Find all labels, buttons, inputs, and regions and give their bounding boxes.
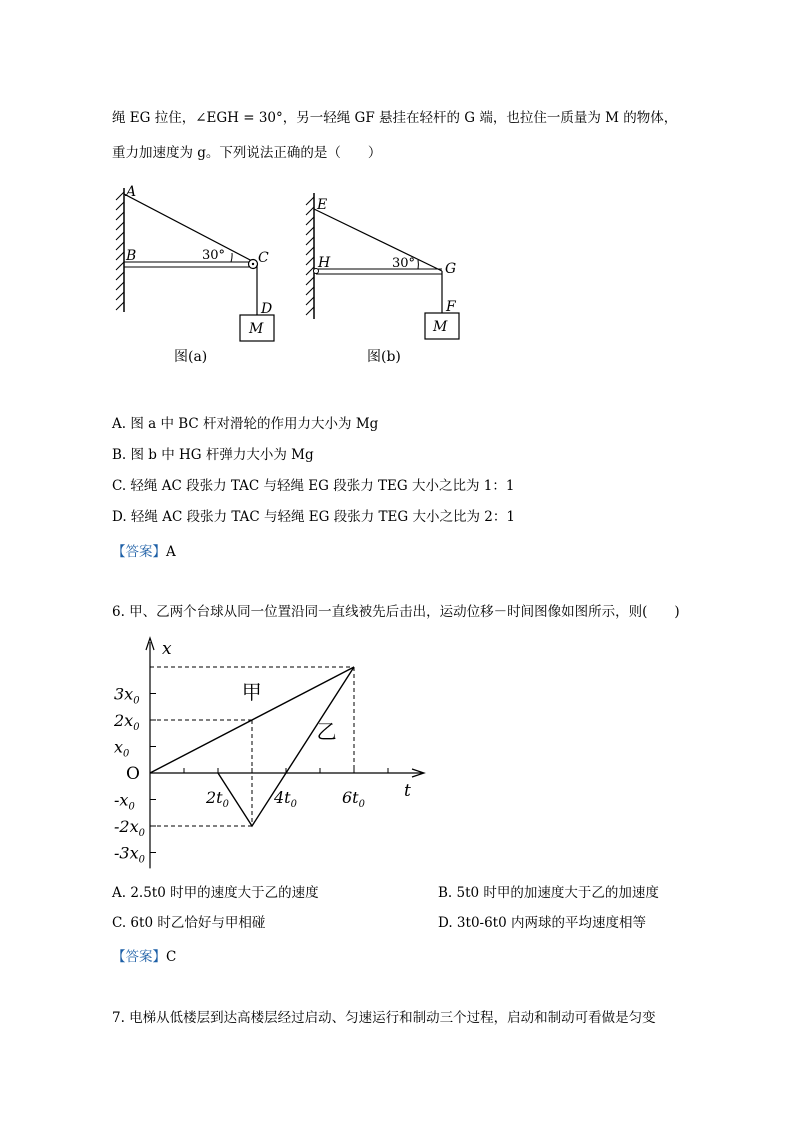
fig-a-label-B: B <box>126 248 137 264</box>
y-tick-label: $-2x_0$ <box>114 817 145 839</box>
series-label-jia: 甲 <box>241 679 262 704</box>
q5-option-b: B. 图 b 中 HG 杆弹力大小为 Mg <box>112 447 314 463</box>
x-axis-label: x <box>162 639 172 659</box>
y-tick-label: $2x_0$ <box>114 711 140 733</box>
fig-a-mass-label: M <box>249 321 264 337</box>
q5-answer <box>112 540 176 560</box>
q5-stem-line2: 重力加速度为 g。下列说法正确的是（ ） <box>112 145 382 161</box>
q5-stem-line1: 绳 EG 拉住，∠EGH = 30°，另一轻绳 GF 悬挂在轻杆的 G 端，也拉住一质量为 M 的物体， <box>112 110 678 126</box>
fig-b-caption: 图(b) <box>367 349 401 365</box>
series-label-yi: 乙 <box>316 719 337 744</box>
origin-label: O <box>126 764 140 784</box>
q6-option-a: A. 2.5t0 时甲的速度大于乙的速度 <box>112 885 319 901</box>
t-tick-label: $2t_0$ <box>206 788 229 810</box>
q7-stem: 7. 电梯从低楼层到达高楼层经过启动、匀速运行和制动三个过程，启动和制动可看做是匀变 <box>112 1010 656 1026</box>
fig-b-label-H: H <box>318 255 331 271</box>
fig-a-label-C: C <box>258 250 269 266</box>
q6-answer-label: 【答案】 <box>112 949 166 965</box>
q6-answer <box>112 945 176 965</box>
t-tick-label: $6t_0$ <box>342 788 365 810</box>
fig-a-angle-label: 30° <box>202 248 226 263</box>
t-tick-label: $4t_0$ <box>274 788 297 810</box>
fig-b-label-E: E <box>317 197 328 213</box>
fig-b-angle-label: 30° <box>392 256 416 271</box>
fig-b-label-G: G <box>445 261 457 277</box>
figure-b <box>300 185 475 370</box>
fig-b-label-F: F <box>446 299 456 315</box>
q6-option-c: C. 6t0 时乙恰好与甲相碰 <box>112 915 266 931</box>
fig-a-label-D: D <box>261 301 273 317</box>
y-tick-label: $x_0$ <box>114 737 130 760</box>
q6-option-b: B. 5t0 时甲的加速度大于乙的加速度 <box>438 885 659 901</box>
q6-answer-value: C <box>166 949 177 965</box>
q5-option-a: A. 图 a 中 BC 杆对滑轮的作用力大小为 Mg <box>112 416 379 432</box>
fig-b-mass-label: M <box>433 319 448 335</box>
q6-option-d: D. 3t0-6t0 内两球的平均速度相等 <box>438 915 646 931</box>
q5-option-d: D. 轻绳 AC 段张力 TAC 与轻绳 EG 段张力 TEG 大小之比为 2：1 <box>112 509 515 525</box>
q5-answer-label: 【答案】 <box>112 544 166 560</box>
q6-xt-chart <box>112 632 442 872</box>
y-tick-label: $-3x_0$ <box>114 843 145 866</box>
fig-a-label-A: A <box>126 184 137 200</box>
q5-answer-value: A <box>166 544 176 560</box>
fig-a-caption: 图(a) <box>174 349 208 365</box>
y-tick-label: $3x_0$ <box>114 684 140 707</box>
t-axis-label: t <box>404 781 411 801</box>
figure-a <box>112 180 287 370</box>
q5-option-c: C. 轻绳 AC 段张力 TAC 与轻绳 EG 段张力 TEG 大小之比为 1：1 <box>112 478 515 494</box>
q6-stem: 6. 甲、乙两个台球从同一位置沿同一直线被先后击出，运动位移－时间图像如图所示，则( ) <box>112 604 680 620</box>
y-tick-label: $-x_0$ <box>114 790 135 813</box>
